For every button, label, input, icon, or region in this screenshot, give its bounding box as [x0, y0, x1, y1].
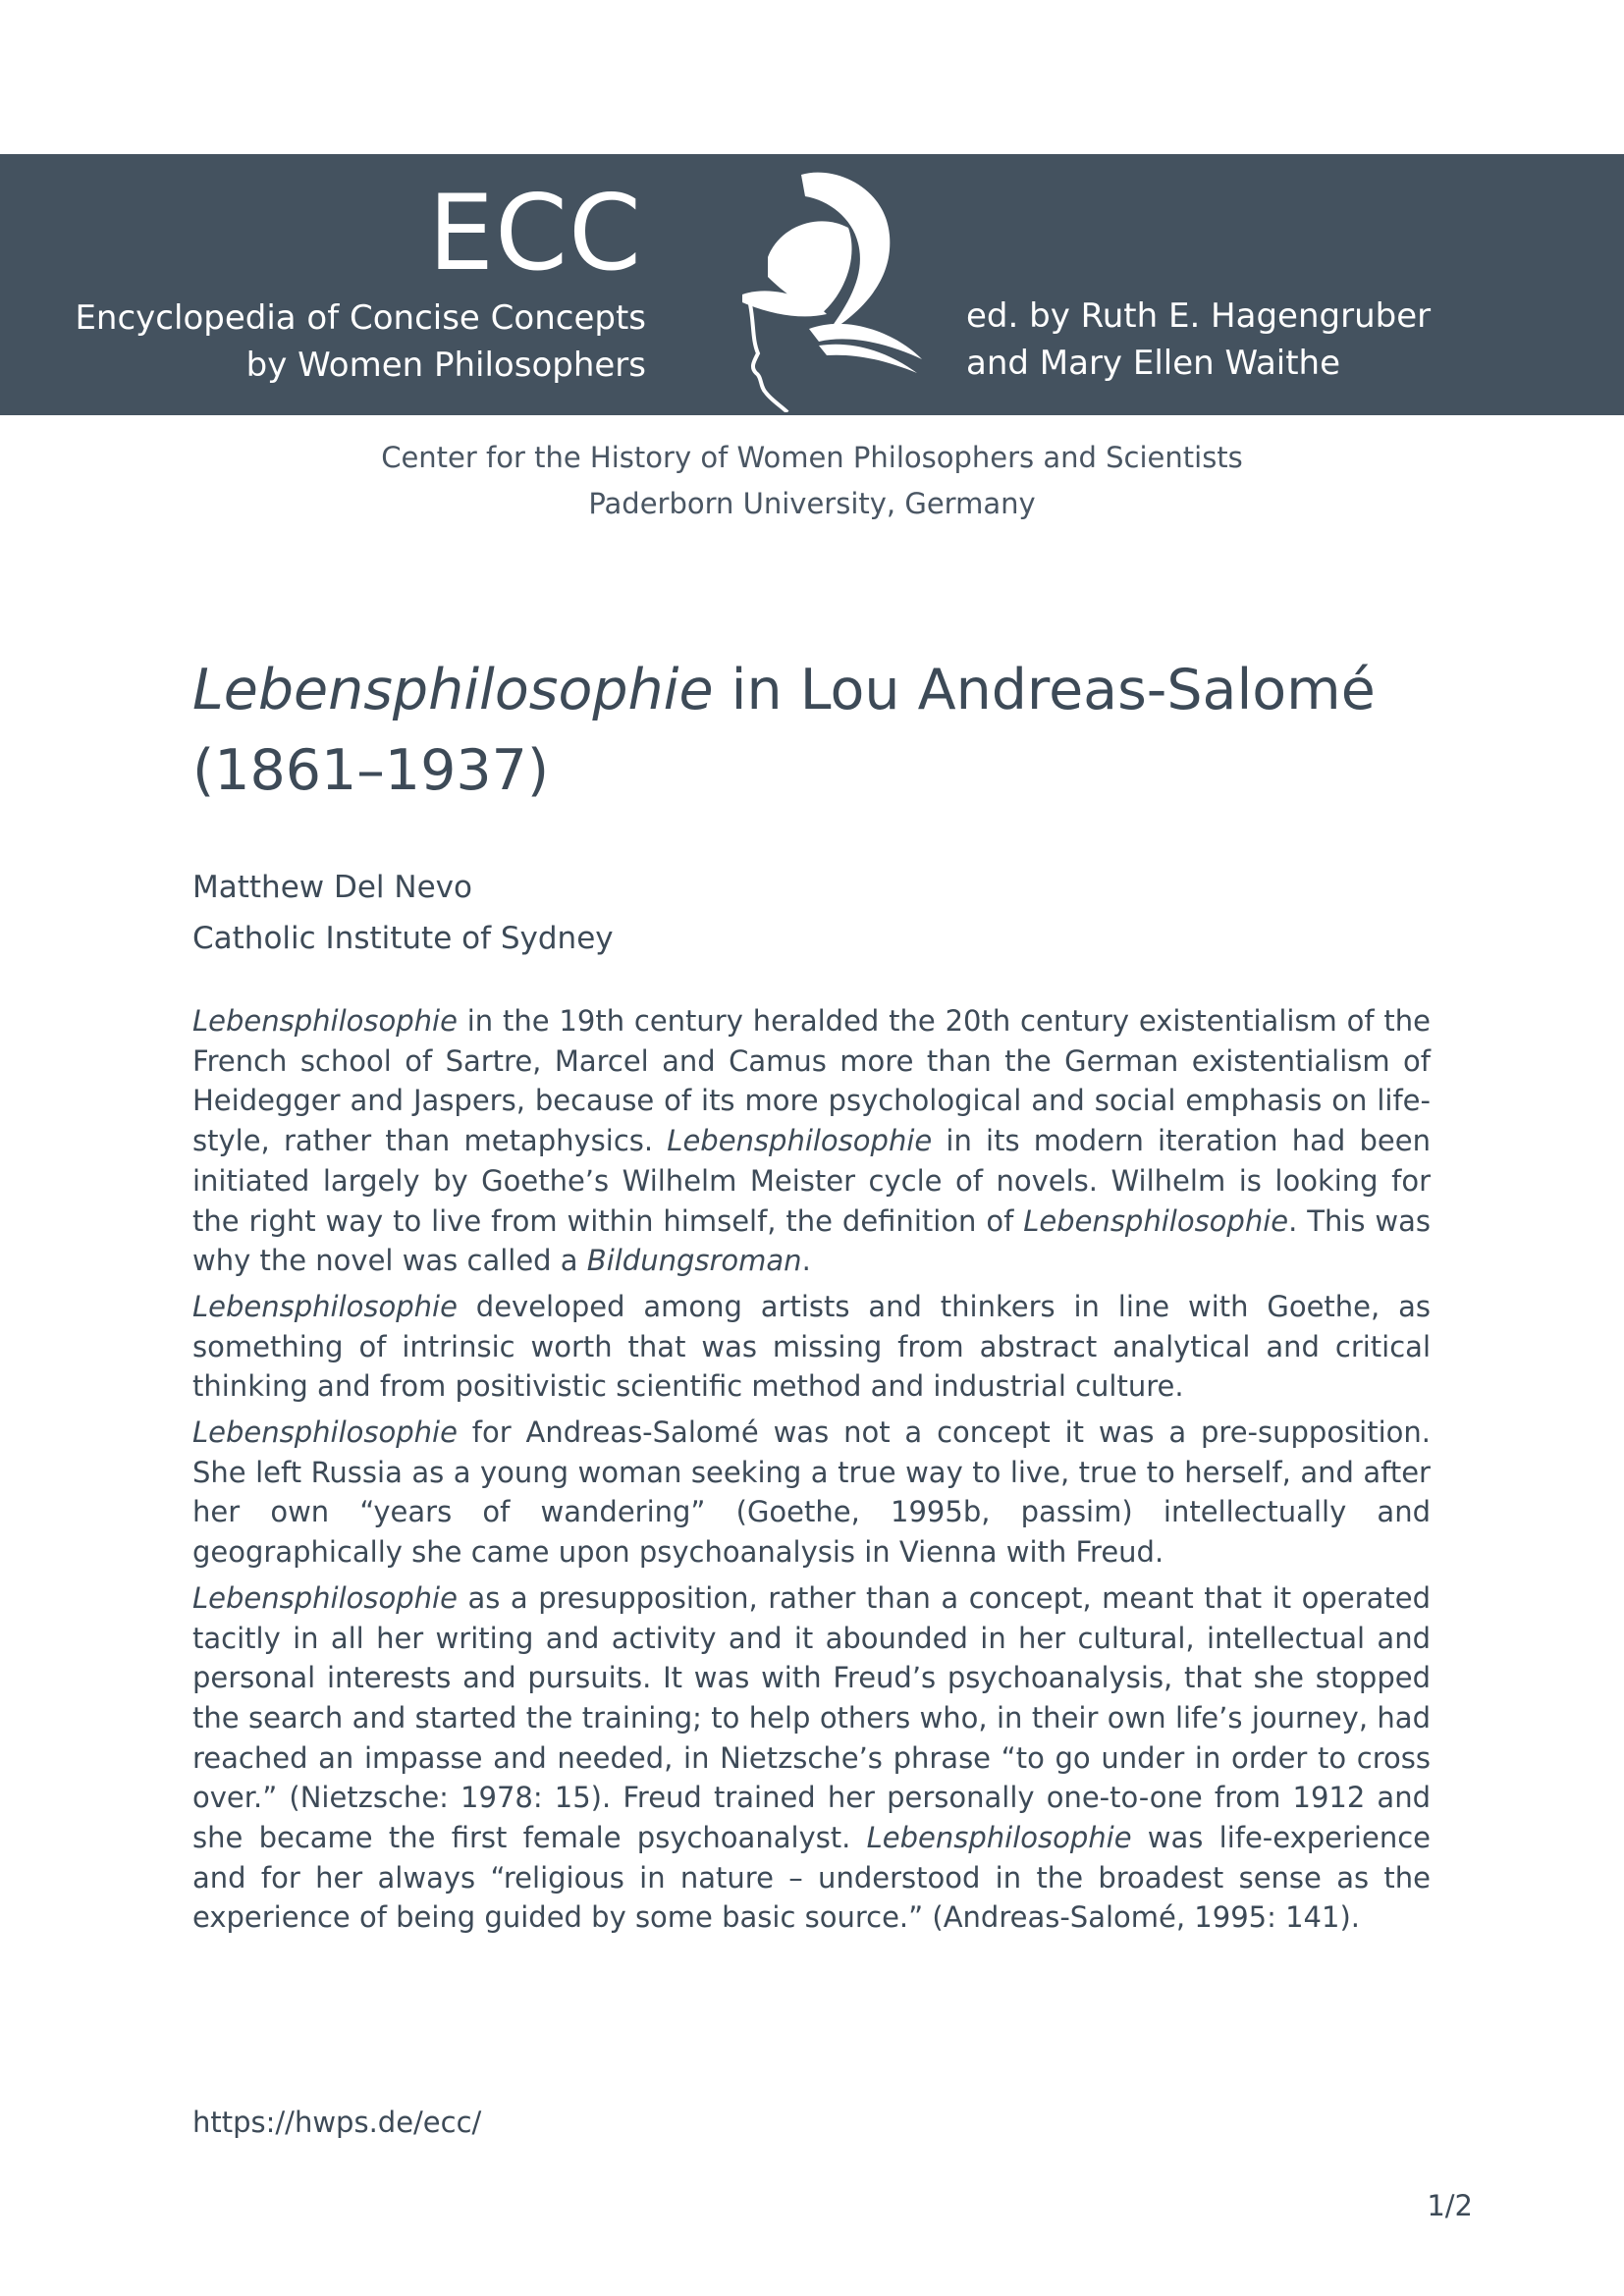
editors-line-2: and Mary Ellen Waithe — [966, 344, 1341, 383]
institution-block — [0, 435, 1624, 527]
paragraph-text: developed among artists and thinkers in line with Goethe, as something of intrinsic worth that was missing from abstract analytical and critical thinking and from positivistic scientific method and industrial culture. — [192, 1289, 1431, 1404]
italic-term: Lebensphilosophie — [866, 1821, 1132, 1855]
italic-term: Lebensphilosophie — [192, 1004, 458, 1038]
author-name: Matthew Del Nevo — [192, 870, 472, 905]
paragraph-text: for Andreas-Salomé was not a concept it was a pre-supposition. She left Russia as a young woman seeking a true way to live, true to herself, and after her own “years of wandering” (Goethe, 1995b, passim) intellectually and geographically she came upon psychoanalysis in Vienna with Freud. — [192, 1415, 1431, 1570]
author-affiliation: Catholic Institute of Sydney — [192, 921, 614, 956]
paragraph-text: . This was why the novel was called a — [192, 1203, 1431, 1278]
paragraph-text: was life-experience and for her always “religious in nature – understood in the broadest sense as the experience of being guided by some basic source.” (Andreas-Salomé, 1995: 141). — [192, 1821, 1431, 1935]
paragraph-text: in the 19th century heralded the 20th century existentialism of the French school of Sartre, Marcel and Camus more than the German existentialism of Heidegger and Jaspers, because of its more psychological and social emphasis on life-style, rather than metaphysics. — [192, 1004, 1431, 1158]
editors-line-1: ed. by Ruth E. Hagengruber — [966, 296, 1432, 336]
paragraph-2 — [192, 1287, 1431, 1407]
article-title — [192, 650, 1430, 811]
footer-url-link[interactable]: https://hwps.de/ecc/ — [192, 2106, 482, 2139]
paragraph-3 — [192, 1413, 1431, 1573]
paragraph-4 — [192, 1578, 1431, 1938]
subtitle-line-2: by Women Philosophers — [245, 346, 646, 385]
athena-helmet-icon — [711, 167, 927, 412]
encyclopedia-subtitle — [75, 294, 646, 389]
italic-term: Bildungsroman — [586, 1244, 802, 1278]
paragraph-text: as a presupposition, rather than a concept, meant that it operated tacitly in all her writing and activity and it abounded in her cultural, intellectual and personal interests and pursuits. It was with Freud’s psychoanalysis, that she stopped the search and started the training; to help others who, in their own life’s journey, had reached an impasse and needed, in Nietzsche’s phrase “to go under in order to cross over.” (Nietzsche: 1978: 15). Freud trained her personally one-to-one from 1912 and she became the first female psychoanalyst. — [192, 1580, 1431, 1855]
article-title-italic: Lebensphilosophie — [192, 658, 714, 722]
subtitle-line-1: Encyclopedia of Concise Concepts — [75, 298, 646, 338]
italic-term: Lebensphilosophie — [667, 1124, 933, 1158]
italic-term: Lebensphilosophie — [192, 1415, 458, 1450]
paragraph-text: in its modern iteration had been initiated largely by Goethe’s Wilhelm Meister cycle of novels. Wilhelm is looking for the right way to live from within himself, the definition of — [192, 1124, 1431, 1238]
italic-term: Lebensphilosophie — [192, 1289, 458, 1323]
author-block — [192, 862, 614, 964]
page-number: 1/2 — [1427, 2189, 1473, 2222]
italic-term: Lebensphilosophie — [192, 1580, 458, 1615]
paragraph-1 — [192, 1001, 1431, 1281]
editors — [966, 293, 1431, 387]
article-title-rest: in Lou Andreas-Salomé (1861–1937) — [192, 658, 1376, 803]
paragraph-text: . — [801, 1244, 811, 1278]
institution-line-2: Paderborn University, Germany — [588, 487, 1036, 520]
institution-line-1: Center for the History of Women Philosophers and Scientists — [381, 441, 1243, 474]
ecc-logo-text: ECC — [427, 173, 642, 294]
article-body — [192, 1001, 1431, 1944]
italic-term: Lebensphilosophie — [1023, 1203, 1289, 1238]
